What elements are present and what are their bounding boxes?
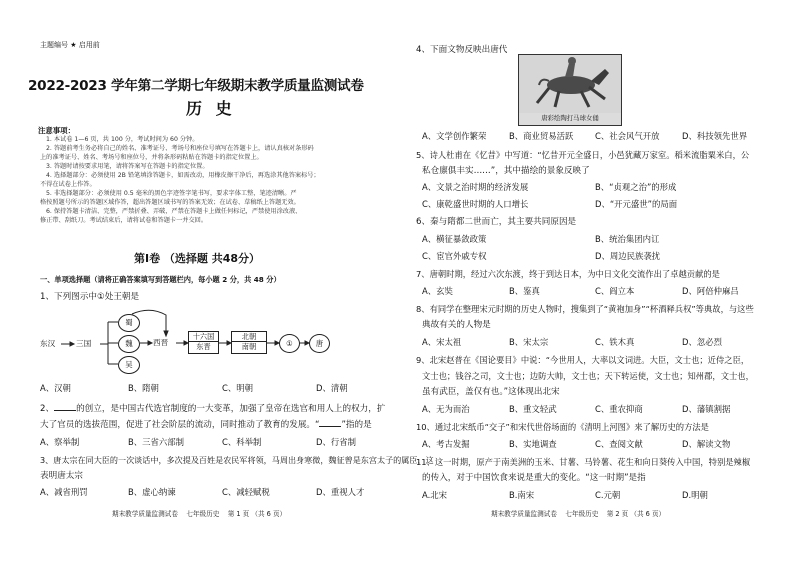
q8-options [422, 336, 722, 348]
subject-title: 历 史 [186, 99, 236, 118]
q9-option-c[interactable]: C、重农抑商 [595, 404, 643, 414]
q11-option-d[interactable]: D.明朝 [682, 490, 708, 500]
notice-line: 格按照题号所示的答题区域作答，超出答题区域书写的答案无效；在试卷、草稿纸上答题无效。 [40, 199, 300, 206]
notice-line: 上的准考证号、姓名、考场号和座位号，并将条形码粘贴在答题卡的指定位置上。 [40, 154, 263, 161]
q9-line1: 9、北宋赵普在《国论要目》中说：“今世用人，大率以文词进。大臣，文士也；近侍之臣， [416, 355, 750, 365]
page-1-footer [112, 510, 286, 519]
q3-option-d[interactable]: D、重视人才 [316, 487, 365, 497]
notice-line: 4. 选择题部分：必须使用 2B 铅笔填涂答题卡，如需改动，用橡皮擦干净后，再选涂其他答案标号； [46, 172, 320, 179]
notice-line: 5. 非选择题部分：必须使用 0.5 毫米的黑色字迹签字笔书写，要求字体工整，笔迹清晰。严 [46, 190, 297, 197]
horse-polo-figurine-icon [519, 55, 621, 113]
q11-options [422, 489, 708, 501]
diagram-dongjin: 东晋 [196, 342, 211, 351]
q2-line1 [40, 402, 385, 415]
footer-page-total: （共 6 页） [630, 510, 666, 518]
q2-text-1: 的创立，是中国古代选官制度的一大变革，加强了皇帝在选官和用人上的权力，扩 [76, 404, 386, 414]
q11-option-a[interactable]: A.北宋 [422, 490, 447, 500]
q1-option-b[interactable]: B、隋朝 [128, 383, 159, 393]
q4-stem: 4、下面文物反映出唐代 [416, 45, 508, 55]
diagram-tang: 唐 [309, 334, 330, 353]
diagram-beichao: 北朝 [232, 332, 266, 342]
q4-option-a[interactable]: A、文学创作繁荣 [422, 131, 487, 141]
q11-option-c[interactable]: C.元朝 [595, 490, 621, 500]
q6-option-d[interactable]: D、周边民族袭扰 [595, 251, 661, 261]
diagram-shu: 蜀 [118, 314, 140, 332]
q5-line1: 5、诗人杜甫在《忆昔》中写道：“忆昔开元全盛日，小邑犹藏万家室。稻米流脂粟米白，公 [416, 150, 750, 160]
q8-option-d[interactable]: D、忽必烈 [682, 337, 722, 347]
q6-option-a[interactable]: A、横征暴敛政策 [422, 234, 487, 244]
q7-option-d[interactable]: D、阿倍仲麻吕 [682, 286, 739, 296]
q11-option-b[interactable]: B.南宋 [509, 490, 535, 500]
q9-line3: 虽有武臣，盖仅有也。”这体现出北宋 [422, 387, 560, 397]
q7-option-c[interactable]: C、阎立本 [595, 286, 635, 296]
page-2-footer [491, 510, 665, 519]
diagram-beichao-nanchao [231, 331, 267, 354]
footer-page-total: （共 6 页） [251, 510, 287, 518]
q6-option-b[interactable]: B、统治集团内讧 [595, 234, 660, 244]
q2-option-c[interactable]: C、科举制 [222, 437, 262, 447]
q1-option-c[interactable]: C、明朝 [222, 383, 253, 393]
q3-options [40, 486, 364, 498]
q3-option-c[interactable]: C、减轻赋税 [222, 487, 270, 497]
q10-option-d[interactable]: D、解读文物 [682, 439, 731, 449]
figurine-caption: 唐彩绘陶打马球女俑 [541, 114, 599, 122]
q2-options [40, 436, 356, 448]
q2-text-3: ”指的是 [341, 420, 372, 430]
figurine-photo [518, 54, 622, 126]
q2-blank-2 [319, 418, 341, 427]
q3-line1: 3、唐太宗在同大臣的一次谈话中，多次提及百姓是农民军将领，马周出身寒微，魏征曾是东宫太子的属臣，这 [40, 455, 434, 465]
diagram-wei: 魏 [118, 335, 140, 353]
q3-option-a[interactable]: A、减省刑罚 [40, 487, 88, 497]
q11-line2: 的传入，对于中国饮食来说是重大的变化。“这一时期”是指 [422, 473, 646, 483]
q10-option-a[interactable]: A、考古发掘 [422, 439, 470, 449]
q8-line1: 8、有同学在整理宋元时期的历史人物时，搜集到了“黄袍加身”“杯酒释兵权”等典故，与这些 [416, 304, 754, 314]
diagram-donghan: 东汉 [40, 339, 56, 348]
q6-options-row2 [422, 250, 660, 262]
footer-grade-subject: 七年级历史 [186, 510, 220, 518]
q2-text-2: 大了官员的选拔范围，促进了社会阶层的流动，同时推动了教育的发展。“ [40, 420, 320, 430]
section-title: 第Ⅰ卷 （选择题 共48分） [134, 252, 261, 265]
q3-option-b[interactable]: B、虚心纳谏 [128, 487, 176, 497]
q10-line1: 10、通过北宋纸币“交子”和宋代世俗场面的《清明上河图》来了解历史的方法是 [416, 422, 709, 432]
q5-line2: 私仓廪俱丰实……”，其中描绘的景象反映了 [422, 166, 590, 176]
diagram-sanguo: 三国 [76, 339, 92, 348]
notice-line: 1. 本试卷 1—6 页，共 100 分，考试时间为 60 分钟。 [46, 136, 199, 143]
q2-option-b[interactable]: B、三省六部制 [128, 437, 184, 447]
q8-line2: 典故有关的人物是 [422, 320, 491, 330]
q1-options [40, 382, 348, 394]
notice-line: 3. 答题时请按要求用笔，请将答案写在答题卡的指定位置。 [46, 163, 209, 170]
diagram-xijin: 西晋 [153, 338, 169, 347]
q5-options-row1 [422, 181, 676, 193]
q5-option-b[interactable]: B、“贞观之治”的形成 [595, 182, 677, 192]
notice-line: 2. 答题前考生务必将自己的姓名、准考证号、考场号和座位号填写在答题卡上，请认真核对条形码 [46, 145, 314, 152]
q10-options [422, 438, 730, 450]
q5-options-row2 [422, 198, 677, 210]
q10-option-b[interactable]: B、实地调查 [509, 439, 557, 449]
exam-title: 2022-2023 学年第二学期七年级期末教学质量监测试卷 [28, 78, 364, 94]
q4-option-d[interactable]: D、科技领先世界 [682, 131, 748, 141]
q2-blank [54, 402, 76, 411]
q5-option-c[interactable]: C、康乾盛世时期的人口增长 [422, 199, 529, 209]
footer-page-number: 第 2 页 [606, 510, 629, 518]
diagram-nanchao: 南朝 [241, 342, 257, 351]
diagram-lines [0, 0, 397, 380]
q9-line2: 文士也；钱谷之司，文士也；边防大帅，文士也；天下转运使，文士也；知州郡，文士也， [422, 371, 754, 381]
q5-option-d[interactable]: D、“开元盛世”的局面 [595, 199, 678, 209]
q1-option-d[interactable]: D、清朝 [316, 383, 348, 393]
footer-exam-name: 期末教学质量监测试卷 [491, 510, 557, 518]
notice-line: 不得在试卷上作答。 [40, 181, 96, 188]
q7-stem: 7、唐朝时期，经过六次东渡，终于到达日本，为中日文化交流作出了卓越贡献的是 [416, 269, 720, 279]
q9-option-b[interactable]: B、重文轻武 [509, 404, 557, 414]
q7-option-a[interactable]: A、玄奘 [422, 286, 453, 296]
q8-option-b[interactable]: B、宋太宗 [509, 337, 549, 347]
q8-option-c[interactable]: C、铁木真 [595, 337, 635, 347]
q4-option-b[interactable]: B、商业贸易活跃 [509, 131, 574, 141]
diagram-shiliuguo: 十六国 [189, 332, 218, 342]
q2-option-a[interactable]: A、察举制 [40, 437, 80, 447]
section-instruction: 一、单项选择题（请将正确答案填写到答题栏内，每小题 2 分，共 48 分） [40, 275, 281, 284]
q5-option-a[interactable]: A、文景之治时期的经济发展 [422, 182, 529, 192]
q6-options-row1 [422, 233, 659, 245]
confidential-stamp: 主题编号 ★ 启用前 [40, 41, 100, 49]
q6-option-c[interactable]: C、宦官外戚专权 [422, 251, 487, 261]
q4-options [422, 130, 747, 142]
q2-line2 [40, 418, 372, 431]
q9-options [422, 403, 730, 415]
footer-page-number: 第 1 页 [227, 510, 250, 518]
q2-option-d[interactable]: D、行省制 [316, 437, 356, 447]
footer-exam-name: 期末教学质量监测试卷 [112, 510, 178, 518]
q7-options [422, 285, 739, 297]
q2-number: 2、 [40, 404, 55, 414]
diagram-wu: 吴 [118, 356, 140, 374]
notice-line: 修正带、刮纸刀。考试结束后，请将试卷和答题卡一并交回。 [40, 217, 208, 224]
notice-line: 6. 保持答题卡清洁、完整，严禁折叠、弄破，严禁在答题卡上做任何标记，严禁使用涂改液、 [46, 208, 302, 215]
diagram-shiliuguo-dongjin [188, 331, 219, 354]
notice-heading: 注意事项： [38, 126, 75, 135]
page-2 [397, 0, 794, 561]
q10-option-c[interactable]: C、查阅文献 [595, 439, 643, 449]
q9-option-d[interactable]: D、藩镇割据 [682, 404, 731, 414]
q6-stem: 6、秦与隋都二世而亡，其主要共同原因是 [416, 217, 577, 227]
footer-grade-subject: 七年级历史 [565, 510, 599, 518]
q9-option-a[interactable]: A、无为而治 [422, 404, 470, 414]
q8-option-a[interactable]: A、宋太祖 [422, 337, 462, 347]
q4-option-c[interactable]: C、社会风气开放 [595, 131, 660, 141]
diagram-circle-1: ① [279, 334, 300, 353]
q1-option-a[interactable]: A、汉朝 [40, 383, 71, 393]
q11-line1: 11、这一时期，原产于南美洲的玉米、甘薯、马铃薯、花生和向日葵传入中国，特别是辣椒 [416, 457, 751, 467]
q3-line2: 表明唐太宗 [40, 471, 83, 481]
q1-stem: 1、下列图示中①处王朝是 [40, 292, 140, 302]
q7-option-b[interactable]: B、鉴真 [509, 286, 540, 296]
